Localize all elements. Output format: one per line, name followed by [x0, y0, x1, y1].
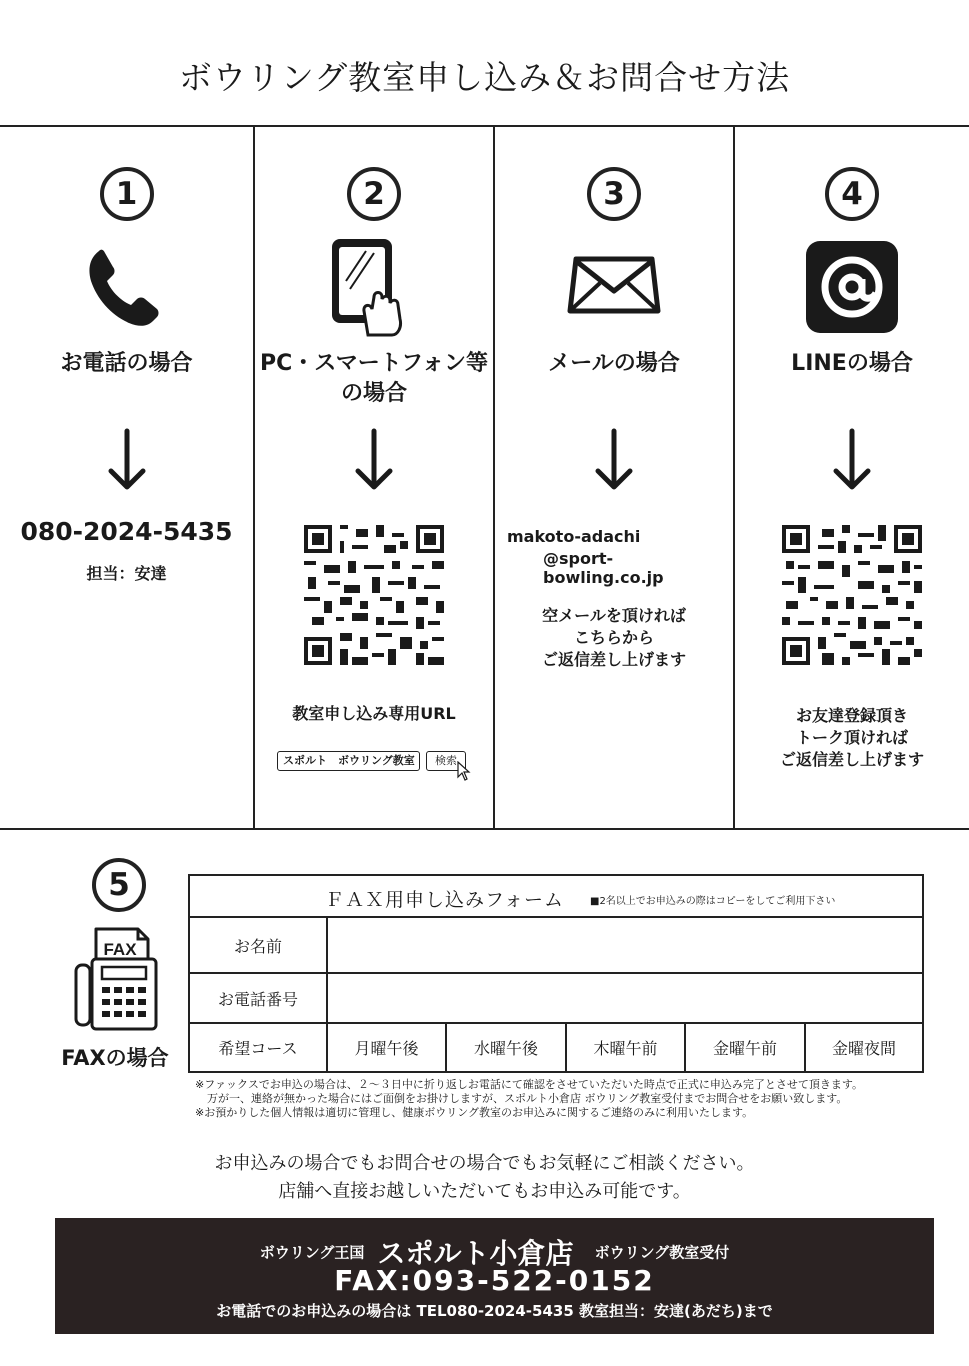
- method-phone: [0, 127, 253, 830]
- at-sign-icon: [802, 237, 902, 337]
- footer-phone: お電話でのお申込みの場合は TEL080-2024-5435 教室担当：安達(あだち)まで: [216, 1302, 773, 1320]
- course-label: 希望コース: [190, 1024, 328, 1071]
- down-arrow-icon: [830, 427, 874, 493]
- method-heading: LINEの場合: [791, 351, 913, 376]
- qr-code-icon[interactable]: [304, 525, 444, 665]
- course-option: 金曜夜間: [831, 1039, 896, 1058]
- search-button[interactable]: 検索: [426, 751, 466, 771]
- footer-store-line: ボウリング王国 スポルト小倉店 ボウリング教室受付: [259, 1237, 730, 1270]
- fax-heading: FAXの場合: [61, 1046, 169, 1070]
- course-row: [190, 1024, 922, 1071]
- method-number-3: 3: [587, 167, 641, 221]
- footer-banner: [55, 1218, 934, 1334]
- fax-machine-icon: [72, 925, 164, 1033]
- down-arrow-icon: [105, 427, 149, 493]
- method-number-5: 5: [92, 858, 146, 912]
- fax-notes: ※ファックスでお申込の場合は、２～３日中に折り返しお電話にて確認をさせていただいた時点で正式に申込み完了とさせて頂きます。 万が一、連絡が無かった場合にはご面倒をお掛けしますが、スポルト小倉店 ボウリング教室受付までお問合せをお願い致します。 ※お預かりした個人情報は適切に管理し、健康ボウリング教室のお申込みに関するご連絡のみに利用いたします。: [195, 1078, 864, 1119]
- email-note: 空メールを頂ければ こちらから ご返信差し上げます: [541, 606, 686, 669]
- course-option: 金曜午前: [686, 1024, 806, 1071]
- email-address-line1[interactable]: makoto-adachi: [507, 527, 641, 546]
- phone-number[interactable]: 080-2024-5435: [20, 517, 233, 546]
- form-title: ＦＡＸ用申し込みフォーム: [325, 889, 565, 911]
- course-option: 木曜午前: [567, 1024, 686, 1071]
- name-label: お名前: [190, 918, 328, 972]
- down-arrow-icon: [592, 427, 636, 493]
- phone-row: [190, 974, 922, 1024]
- form-note: ■2名以上でお申込みの際はコピーをしてご利用下さい: [590, 896, 836, 907]
- search-input[interactable]: スポルト ボウリング教室: [277, 751, 420, 771]
- course-option: 水曜午後: [447, 1024, 567, 1071]
- svg-text:FAX: FAX: [103, 940, 137, 959]
- method-heading: お電話の場合: [60, 351, 193, 376]
- method-line: [733, 127, 969, 830]
- qr-code-icon[interactable]: [782, 525, 922, 665]
- store-name: スポルト小倉店: [377, 1237, 574, 1270]
- name-row: [190, 918, 922, 974]
- fax-form: [188, 874, 924, 1073]
- email-address-line2[interactable]: @sport-bowling.co.jp: [543, 549, 664, 587]
- line-note: お友達登録頂き トーク頂ければ ご返信差し上げます: [779, 706, 924, 769]
- cursor-icon: [457, 761, 471, 781]
- phone-staff: 担当：安達: [86, 564, 167, 583]
- footer-fax: FAX:093-522-0152: [334, 1264, 655, 1297]
- contact-methods-grid: [0, 125, 969, 830]
- method-number-4: 4: [825, 167, 879, 221]
- down-arrow-icon: [352, 427, 396, 493]
- contact-message: お申込みの場合でもお問合せの場合でもお気軽にご相談ください。 店舗へ直接お越しいただいてもお申込み可能です。: [214, 1153, 755, 1202]
- url-label: 教室申し込み専用URL: [292, 704, 456, 723]
- form-title-row: [190, 876, 922, 918]
- phone-icon: [77, 237, 177, 337]
- method-heading: メールの場合: [548, 351, 680, 376]
- envelope-icon: [564, 237, 664, 337]
- method-heading: PC・スマートフォン等 の場合: [259, 351, 489, 406]
- tablet-touch-icon: [324, 237, 424, 337]
- phone-label: お電話番号: [190, 974, 328, 1022]
- method-number-1: 1: [100, 167, 154, 221]
- method-number-2: 2: [347, 167, 401, 221]
- course-option: 月曜午後: [328, 1024, 447, 1071]
- page-title: ボウリング教室申し込み＆お問合せ方法: [178, 58, 791, 97]
- method-email: [493, 127, 733, 830]
- method-web: [253, 127, 493, 830]
